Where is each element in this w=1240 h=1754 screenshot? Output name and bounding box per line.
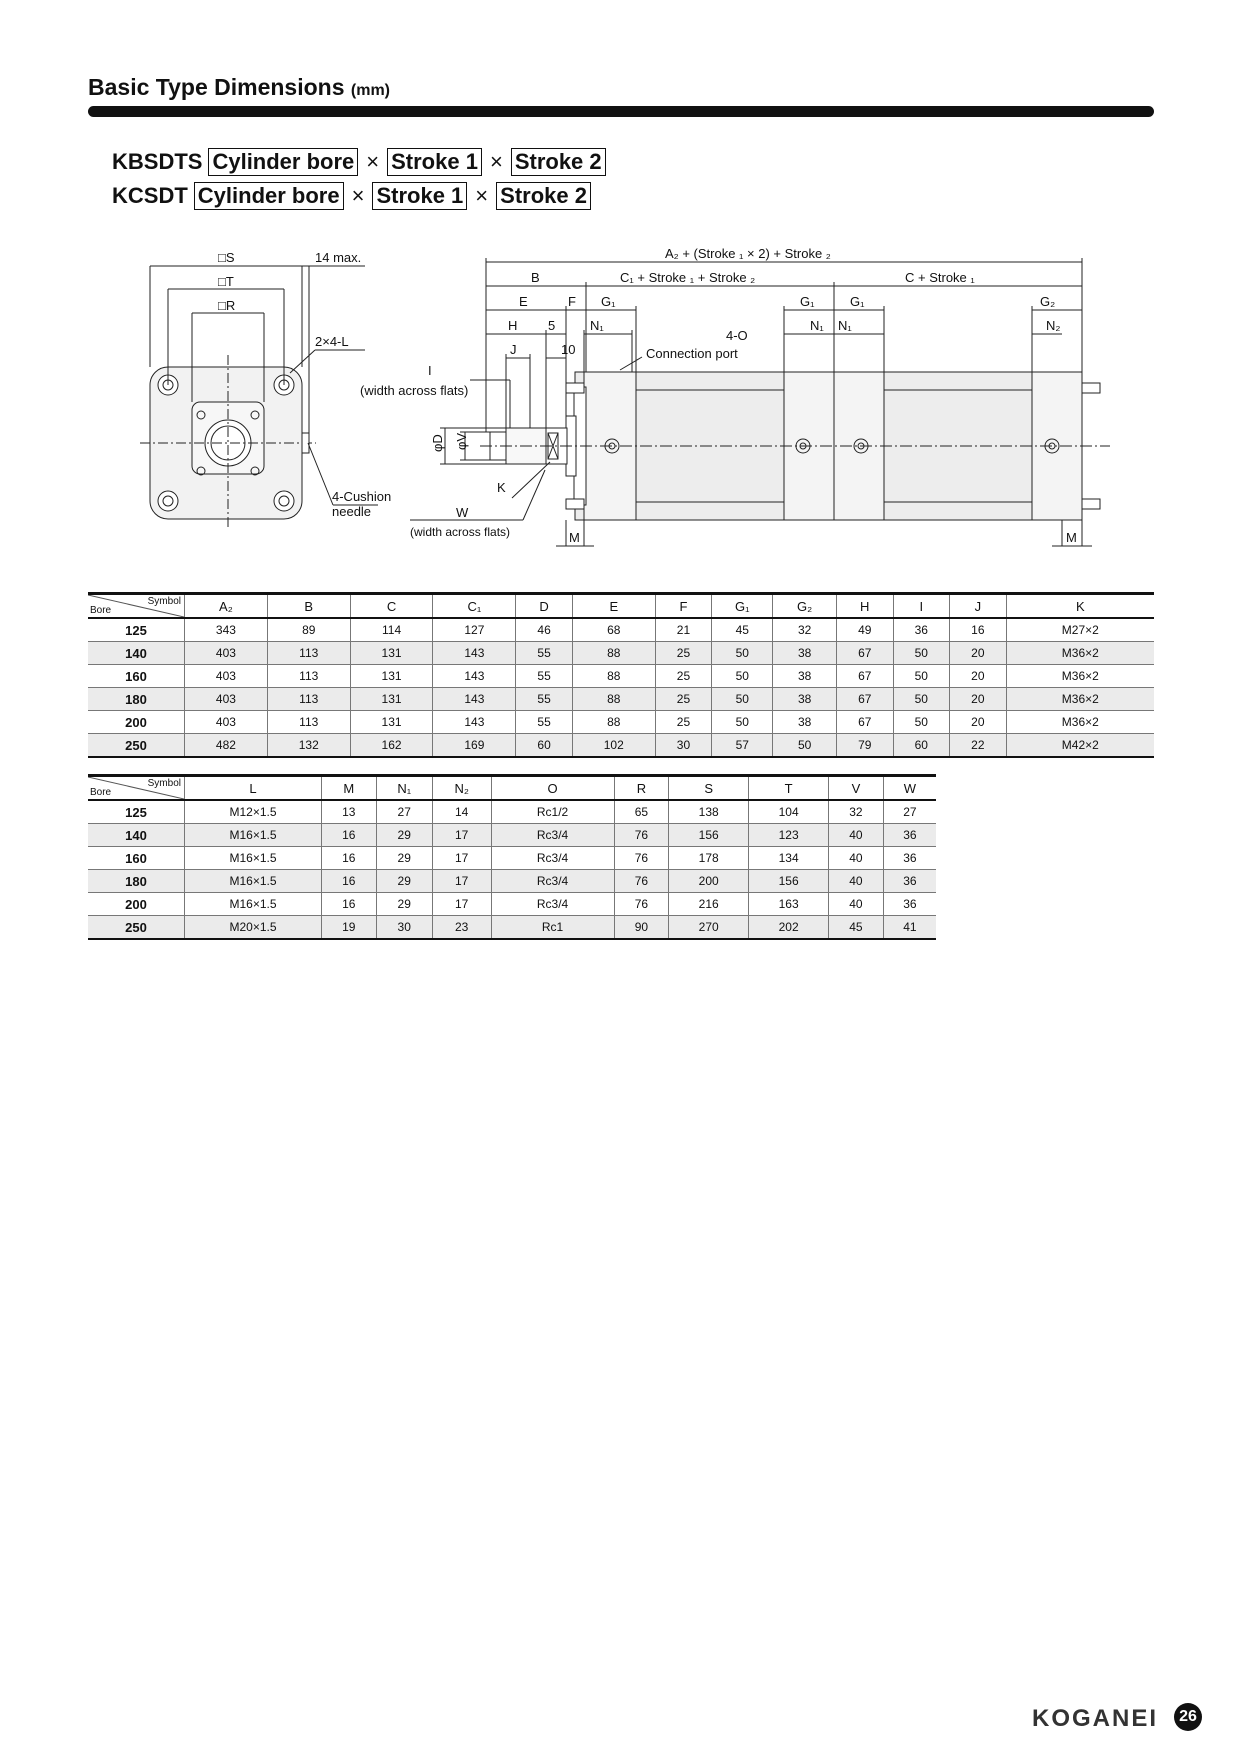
label-n1: N₁ xyxy=(838,318,852,333)
title-text: Basic Type Dimensions xyxy=(88,74,345,100)
label-c: C + Stroke ₁ xyxy=(905,270,975,285)
page-number: 26 xyxy=(1174,1703,1202,1731)
value-cell: 67 xyxy=(836,688,893,711)
value-cell: 67 xyxy=(836,711,893,734)
value-cell: 270 xyxy=(669,916,749,940)
column-header: T xyxy=(749,776,829,801)
value-cell: 131 xyxy=(350,665,433,688)
label-n2: N₂ xyxy=(1046,318,1061,333)
corner-bore: Bore xyxy=(90,605,112,616)
column-header: I xyxy=(893,594,950,619)
label-n1: N₁ xyxy=(590,318,604,333)
value-cell: 156 xyxy=(749,870,829,893)
value-cell: 55 xyxy=(516,688,573,711)
value-cell: 20 xyxy=(950,665,1007,688)
value-cell: 16 xyxy=(322,893,377,916)
value-cell: 134 xyxy=(749,847,829,870)
brand-logo: KOGANEI xyxy=(1032,1705,1159,1732)
label-connection-port: Connection port xyxy=(646,346,738,361)
column-header: G₂ xyxy=(773,594,837,619)
value-cell: 36 xyxy=(893,618,950,642)
value-cell: 25 xyxy=(655,688,712,711)
value-cell: 76 xyxy=(614,893,669,916)
value-cell: 169 xyxy=(433,734,516,758)
value-cell: 41 xyxy=(883,916,936,940)
column-header: W xyxy=(883,776,936,801)
value-cell: 403 xyxy=(185,688,268,711)
value-cell: 113 xyxy=(267,688,350,711)
value-cell: 104 xyxy=(749,800,829,824)
label-10: 10 xyxy=(561,342,576,357)
bore-cell: 200 xyxy=(88,893,185,916)
value-cell: 38 xyxy=(773,642,837,665)
page-title xyxy=(88,74,390,101)
label-m: M xyxy=(569,530,580,545)
label-k: K xyxy=(497,480,506,495)
value-cell: 200 xyxy=(669,870,749,893)
value-cell: M16×1.5 xyxy=(185,893,322,916)
value-cell: 131 xyxy=(350,642,433,665)
value-cell: 14 xyxy=(432,800,491,824)
value-cell: 143 xyxy=(433,711,516,734)
value-cell: 50 xyxy=(893,711,950,734)
value-cell: 25 xyxy=(655,665,712,688)
label-w-note: (width across flats) xyxy=(410,525,511,539)
label-l: 2×4-L xyxy=(315,334,349,349)
label-cushion: 4-Cushion xyxy=(332,489,392,504)
value-cell: 76 xyxy=(614,847,669,870)
value-cell: 25 xyxy=(655,642,712,665)
table-row xyxy=(88,665,1154,688)
bore-cell: 140 xyxy=(88,642,185,665)
label-g1: G₁ xyxy=(800,294,815,309)
value-cell: Rc3/4 xyxy=(491,893,614,916)
value-cell: 131 xyxy=(350,688,433,711)
value-cell: 40 xyxy=(829,847,884,870)
value-cell: 50 xyxy=(712,711,773,734)
value-cell: Rc1/2 xyxy=(491,800,614,824)
value-cell: 113 xyxy=(267,665,350,688)
table-corner xyxy=(88,594,185,619)
model-param-stroke1: Stroke 1 xyxy=(372,182,467,210)
value-cell: 102 xyxy=(572,734,655,758)
model-separator: × xyxy=(366,149,380,174)
value-cell: 57 xyxy=(712,734,773,758)
label-i-note: (width across flats) xyxy=(360,383,469,398)
value-cell: 17 xyxy=(432,847,491,870)
table-corner xyxy=(88,776,185,801)
value-cell: 403 xyxy=(185,665,268,688)
value-cell: 50 xyxy=(712,688,773,711)
title-unit: (mm) xyxy=(350,82,390,99)
label-a2: A₂ + (Stroke ₁ × 2) + Stroke ₂ xyxy=(665,246,831,261)
label-g2: G₂ xyxy=(1040,294,1056,309)
column-header: M xyxy=(322,776,377,801)
value-cell: 90 xyxy=(614,916,669,940)
value-cell: 216 xyxy=(669,893,749,916)
dimension-drawing xyxy=(0,240,1240,570)
table-row xyxy=(88,618,1154,642)
value-cell: 60 xyxy=(516,734,573,758)
value-cell: 40 xyxy=(829,870,884,893)
value-cell: Rc3/4 xyxy=(491,847,614,870)
table-row xyxy=(88,642,1154,665)
model-param-bore: Cylinder bore xyxy=(208,148,358,176)
label-w: W xyxy=(456,505,469,520)
column-header: F xyxy=(655,594,712,619)
dimension-table-1 xyxy=(88,592,1154,758)
model-separator: × xyxy=(351,183,365,208)
column-header: J xyxy=(950,594,1007,619)
value-cell: M20×1.5 xyxy=(185,916,322,940)
value-cell: 132 xyxy=(267,734,350,758)
value-cell: 27 xyxy=(883,800,936,824)
label-o: 4-O xyxy=(726,328,748,343)
value-cell: 113 xyxy=(267,642,350,665)
value-cell: M27×2 xyxy=(1006,618,1154,642)
value-cell: 76 xyxy=(614,870,669,893)
label-j: J xyxy=(510,342,517,357)
value-cell: 36 xyxy=(883,847,936,870)
bore-cell: 125 xyxy=(88,800,185,824)
column-header: A₂ xyxy=(185,594,268,619)
model-code: KBSDTS xyxy=(112,149,203,174)
table-row xyxy=(88,824,936,847)
value-cell: 202 xyxy=(749,916,829,940)
label-needle: needle xyxy=(332,504,372,519)
value-cell: 123 xyxy=(749,824,829,847)
value-cell: 138 xyxy=(669,800,749,824)
table-header-row xyxy=(88,594,1154,619)
value-cell: 88 xyxy=(572,665,655,688)
value-cell: 29 xyxy=(376,870,432,893)
bore-cell: 125 xyxy=(88,618,185,642)
value-cell: 38 xyxy=(773,711,837,734)
value-cell: 38 xyxy=(773,688,837,711)
value-cell: 79 xyxy=(836,734,893,758)
value-cell: 29 xyxy=(376,893,432,916)
dimension-table-2 xyxy=(88,774,936,940)
label-h: H xyxy=(508,318,518,333)
column-header: L xyxy=(185,776,322,801)
table-row xyxy=(88,870,936,893)
value-cell: 40 xyxy=(829,824,884,847)
model-param-stroke1: Stroke 1 xyxy=(387,148,482,176)
label-v: φV xyxy=(454,432,469,450)
value-cell: 50 xyxy=(893,665,950,688)
value-cell: 36 xyxy=(883,870,936,893)
value-cell: 16 xyxy=(322,870,377,893)
value-cell: 19 xyxy=(322,916,377,940)
bore-cell: 180 xyxy=(88,870,185,893)
value-cell: 16 xyxy=(950,618,1007,642)
value-cell: 32 xyxy=(773,618,837,642)
value-cell: 17 xyxy=(432,893,491,916)
label-g1: G₁ xyxy=(601,294,616,309)
value-cell: 38 xyxy=(773,665,837,688)
value-cell: 68 xyxy=(572,618,655,642)
value-cell: 156 xyxy=(669,824,749,847)
value-cell: 36 xyxy=(883,824,936,847)
value-cell: 88 xyxy=(572,688,655,711)
value-cell: 143 xyxy=(433,688,516,711)
model-param-stroke2: Stroke 2 xyxy=(496,182,591,210)
value-cell: M42×2 xyxy=(1006,734,1154,758)
table-header-row xyxy=(88,776,936,801)
corner-symbol: Symbol xyxy=(147,778,181,789)
bore-cell: 160 xyxy=(88,847,185,870)
value-cell: 403 xyxy=(185,711,268,734)
label-b: B xyxy=(531,270,540,285)
model-separator: × xyxy=(475,183,489,208)
value-cell: 16 xyxy=(322,847,377,870)
label-i: I xyxy=(428,363,432,378)
value-cell: 13 xyxy=(322,800,377,824)
value-cell: 40 xyxy=(829,893,884,916)
model-param-bore: Cylinder bore xyxy=(194,182,344,210)
value-cell: 88 xyxy=(572,642,655,665)
value-cell: 20 xyxy=(950,711,1007,734)
label-d: φD xyxy=(430,434,445,452)
value-cell: 17 xyxy=(432,870,491,893)
table-row xyxy=(88,800,936,824)
value-cell: 114 xyxy=(350,618,433,642)
value-cell: M36×2 xyxy=(1006,665,1154,688)
bore-cell: 180 xyxy=(88,688,185,711)
value-cell: M16×1.5 xyxy=(185,824,322,847)
column-header: H xyxy=(836,594,893,619)
value-cell: 29 xyxy=(376,847,432,870)
label-g1: G₁ xyxy=(850,294,865,309)
column-header: C₁ xyxy=(433,594,516,619)
value-cell: 20 xyxy=(950,688,1007,711)
label-r: □R xyxy=(218,298,236,313)
bore-cell: 250 xyxy=(88,734,185,758)
value-cell: 30 xyxy=(376,916,432,940)
value-cell: 25 xyxy=(655,711,712,734)
column-header: C xyxy=(350,594,433,619)
corner-bore: Bore xyxy=(90,787,112,798)
model-line-2 xyxy=(112,182,591,210)
value-cell: 67 xyxy=(836,665,893,688)
column-header: B xyxy=(267,594,350,619)
value-cell: 143 xyxy=(433,665,516,688)
title-rule xyxy=(88,106,1154,117)
value-cell: 76 xyxy=(614,824,669,847)
bore-cell: 200 xyxy=(88,711,185,734)
value-cell: Rc3/4 xyxy=(491,824,614,847)
label-14max: 14 max. xyxy=(315,250,362,265)
table-row xyxy=(88,711,1154,734)
value-cell: 60 xyxy=(893,734,950,758)
label-f: F xyxy=(568,294,576,309)
value-cell: 45 xyxy=(829,916,884,940)
value-cell: 131 xyxy=(350,711,433,734)
bore-cell: 160 xyxy=(88,665,185,688)
label-5: 5 xyxy=(548,318,556,333)
value-cell: Rc1 xyxy=(491,916,614,940)
table-row xyxy=(88,734,1154,758)
value-cell: 55 xyxy=(516,665,573,688)
value-cell: 27 xyxy=(376,800,432,824)
column-header: S xyxy=(669,776,749,801)
value-cell: 113 xyxy=(267,711,350,734)
value-cell: 50 xyxy=(773,734,837,758)
bore-cell: 140 xyxy=(88,824,185,847)
value-cell: M36×2 xyxy=(1006,711,1154,734)
value-cell: 343 xyxy=(185,618,268,642)
value-cell: 50 xyxy=(893,688,950,711)
value-cell: 45 xyxy=(712,618,773,642)
value-cell: M12×1.5 xyxy=(185,800,322,824)
column-header: O xyxy=(491,776,614,801)
column-header: K xyxy=(1006,594,1154,619)
value-cell: 178 xyxy=(669,847,749,870)
table-row xyxy=(88,893,936,916)
value-cell: 163 xyxy=(749,893,829,916)
model-param-stroke2: Stroke 2 xyxy=(511,148,606,176)
value-cell: 23 xyxy=(432,916,491,940)
value-cell: 143 xyxy=(433,642,516,665)
label-s: □S xyxy=(218,250,235,265)
value-cell: M16×1.5 xyxy=(185,870,322,893)
corner-symbol: Symbol xyxy=(147,596,181,607)
value-cell: 67 xyxy=(836,642,893,665)
table-row xyxy=(88,916,936,940)
model-code: KCSDT xyxy=(112,183,188,208)
value-cell: 20 xyxy=(950,642,1007,665)
value-cell: 89 xyxy=(267,618,350,642)
value-cell: 482 xyxy=(185,734,268,758)
label-e: E xyxy=(519,294,528,309)
value-cell: 29 xyxy=(376,824,432,847)
table-row xyxy=(88,688,1154,711)
value-cell: 50 xyxy=(712,665,773,688)
value-cell: 21 xyxy=(655,618,712,642)
value-cell: 36 xyxy=(883,893,936,916)
value-cell: M36×2 xyxy=(1006,688,1154,711)
column-header: N₁ xyxy=(376,776,432,801)
value-cell: 55 xyxy=(516,642,573,665)
value-cell: 162 xyxy=(350,734,433,758)
model-line-1 xyxy=(112,148,606,176)
column-header: N₂ xyxy=(432,776,491,801)
value-cell: 32 xyxy=(829,800,884,824)
label-n1: N₁ xyxy=(810,318,824,333)
model-separator: × xyxy=(489,149,503,174)
column-header: V xyxy=(829,776,884,801)
column-header: R xyxy=(614,776,669,801)
value-cell: 16 xyxy=(322,824,377,847)
label-m: M xyxy=(1066,530,1077,545)
value-cell: 17 xyxy=(432,824,491,847)
table-row xyxy=(88,847,936,870)
value-cell: M16×1.5 xyxy=(185,847,322,870)
column-header: E xyxy=(572,594,655,619)
value-cell: M36×2 xyxy=(1006,642,1154,665)
label-c1: C₁ + Stroke ₁ + Stroke ₂ xyxy=(620,270,756,285)
value-cell: 127 xyxy=(433,618,516,642)
value-cell: Rc3/4 xyxy=(491,870,614,893)
value-cell: 30 xyxy=(655,734,712,758)
column-header: G₁ xyxy=(712,594,773,619)
label-t: □T xyxy=(218,274,234,289)
value-cell: 88 xyxy=(572,711,655,734)
value-cell: 22 xyxy=(950,734,1007,758)
value-cell: 50 xyxy=(712,642,773,665)
value-cell: 46 xyxy=(516,618,573,642)
column-header: D xyxy=(516,594,573,619)
value-cell: 49 xyxy=(836,618,893,642)
bore-cell: 250 xyxy=(88,916,185,940)
value-cell: 55 xyxy=(516,711,573,734)
value-cell: 403 xyxy=(185,642,268,665)
value-cell: 65 xyxy=(614,800,669,824)
value-cell: 50 xyxy=(893,642,950,665)
